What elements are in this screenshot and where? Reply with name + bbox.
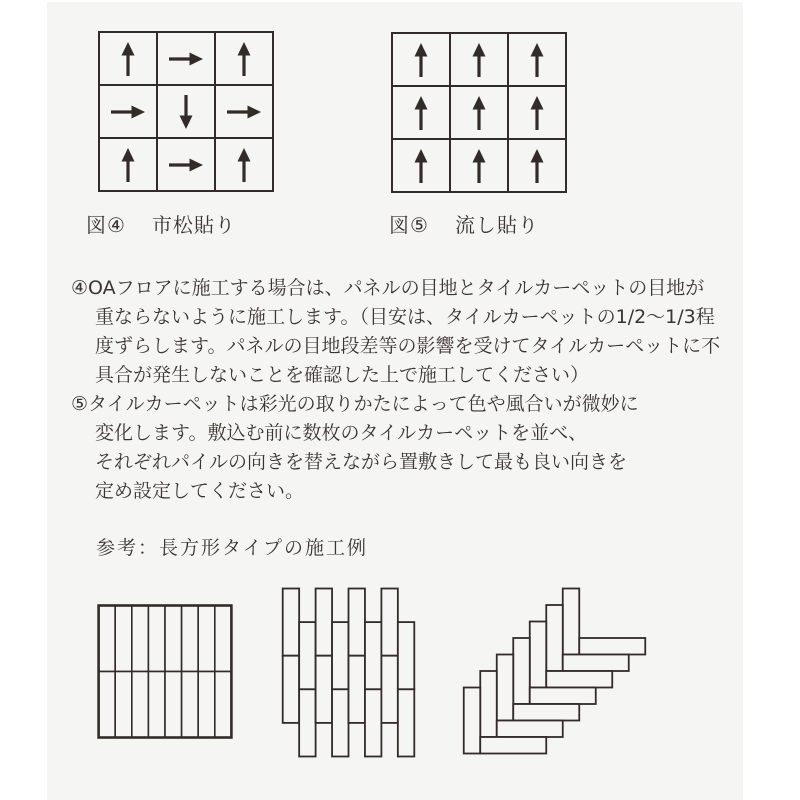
herringbone-tiles-drawing — [462, 587, 647, 755]
up-arrow-icon — [517, 146, 557, 186]
stack-tiles-drawing — [97, 604, 233, 739]
pattern-cell — [100, 139, 156, 190]
pattern-cell — [216, 86, 272, 137]
pattern-cell — [393, 140, 449, 191]
up-arrow-icon — [401, 93, 441, 133]
herringbone-steps-example-diagram — [462, 587, 647, 755]
note-line: 定め設定してください。 — [95, 480, 305, 502]
up-arrow-icon — [224, 39, 264, 79]
flow-pattern-grid — [391, 32, 567, 193]
pattern-cell — [158, 33, 214, 84]
up-arrow-icon — [459, 146, 499, 186]
pattern-cell — [158, 86, 214, 137]
running-tiles-drawing — [281, 587, 416, 758]
figure4-label: 図④ — [86, 213, 126, 237]
up-arrow-icon — [108, 39, 148, 79]
note-line: 具合が発生しないことを確認した上で施工してください） — [95, 364, 590, 386]
right-arrow-icon — [108, 92, 148, 132]
figure5-name: 流し貼り — [454, 213, 539, 237]
up-arrow-icon — [401, 146, 441, 186]
pattern-cell — [216, 33, 272, 84]
note-line: 重ならないように施工します。（目安は、タイルカーペットの1/2～1/3程 — [95, 306, 715, 328]
pattern-cell — [451, 34, 507, 85]
pattern-cell — [451, 140, 507, 191]
pattern-cell — [100, 33, 156, 84]
right-arrow-icon — [166, 145, 206, 185]
note-line: 変化します。敷込む前に数枚のタイルカーペットを並べ、 — [95, 422, 588, 444]
up-arrow-icon — [401, 40, 441, 80]
pattern-cell — [509, 140, 565, 191]
stack-bond-example-diagram — [97, 604, 233, 739]
note-line: 度ずらします。パネルの目地段差等の影響を受けてタイルカーペットに不 — [95, 335, 721, 357]
up-arrow-icon — [517, 93, 557, 133]
up-arrow-icon — [224, 145, 264, 185]
figure5-label: 図⑤ — [389, 213, 429, 237]
running-bond-example-diagram — [281, 587, 416, 758]
figure4-name: 市松貼り — [151, 213, 236, 237]
up-arrow-icon — [108, 145, 148, 185]
installation-notes — [71, 274, 761, 506]
pattern-cell — [158, 139, 214, 190]
down-arrow-icon — [166, 92, 206, 132]
right-arrow-icon — [166, 39, 206, 79]
note-line: それぞれパイルの向きを替えながら置敷きして最も良い向きを — [95, 451, 628, 473]
pattern-cell — [393, 87, 449, 138]
pattern-cell — [100, 86, 156, 137]
figure5-caption — [389, 209, 539, 238]
up-arrow-icon — [459, 40, 499, 80]
pattern-cell — [216, 139, 272, 190]
note-line: ④OAフロアに施工する場合は、パネルの目地とタイルカーペットの目地が — [71, 277, 705, 299]
checkerboard-pattern-grid — [98, 31, 274, 192]
reference-heading: 参考：長方形タイプの施工例 — [96, 537, 369, 559]
pattern-cell — [509, 34, 565, 85]
note-line: ⑤タイルカーペットは彩光の取りかたによって色や風合いが微妙に — [71, 393, 639, 415]
figure4-caption — [86, 209, 236, 238]
pattern-cell — [509, 87, 565, 138]
up-arrow-icon — [517, 40, 557, 80]
pattern-cell — [451, 87, 507, 138]
up-arrow-icon — [459, 93, 499, 133]
right-arrow-icon — [224, 92, 264, 132]
pattern-cell — [393, 34, 449, 85]
